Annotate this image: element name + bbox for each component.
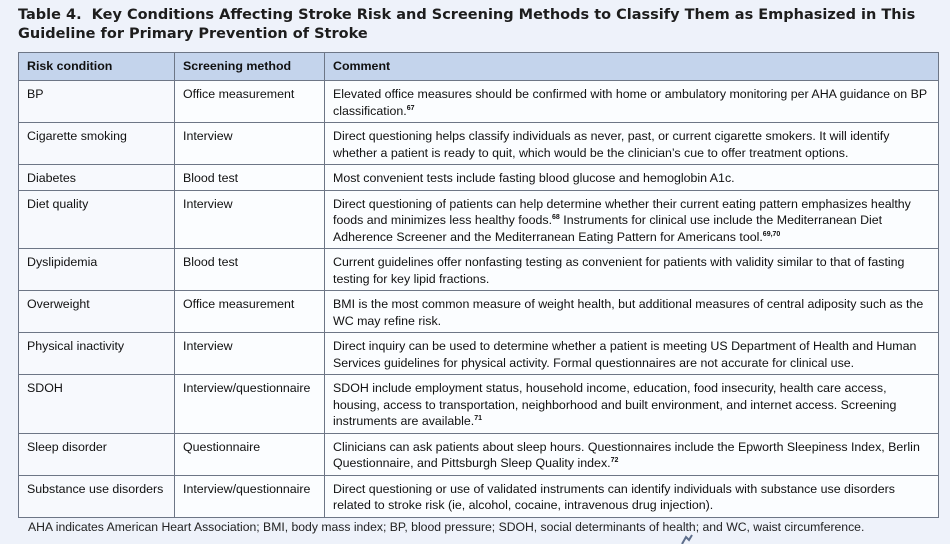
table-number: Table 4. [18,7,82,23]
screening-method-cell: Office measurement [175,81,325,123]
table-row [19,333,939,375]
reference-marker: 67 [406,104,415,112]
risk-condition-cell: Overweight [19,291,175,333]
risk-condition-cell: Diet quality [19,190,175,249]
screening-method-cell: Interview [175,123,325,165]
comment-text: Clinicians can ask patients about sleep hours. Questionnaires include the Epworth Sleepiness Index, Berlin Questionnaire, and Pittsburgh Sleep Quality index. [333,439,920,470]
risk-condition-cell: Substance use disorders [19,475,175,517]
table-row [19,249,939,291]
table-row [19,375,939,434]
table-row [19,291,939,333]
table-row [19,165,939,191]
header-comment: Comment [325,53,939,81]
screening-method-cell: Interview/questionnaire [175,475,325,517]
reference-marker: 71 [474,414,482,422]
risk-condition-cell: Dyslipidemia [19,249,175,291]
comment-cell: BMI is the most common measure of weight health, but additional measures of central adiposity such as the WC may refine risk. [325,291,939,333]
cursor-mark-icon [680,534,694,544]
risk-condition-cell: Cigarette smoking [19,123,175,165]
table-row [19,190,939,249]
reference-marker: 72 [610,456,619,464]
table-row [19,123,939,165]
risk-condition-cell: Physical inactivity [19,333,175,375]
table-row [19,81,939,123]
comment-cell: Current guidelines offer nonfasting testing as convenient for patients with validity similar to that of fasting testing for key lipid fractions. [325,249,939,291]
header-risk-condition: Risk condition [19,53,175,81]
table-title [18,6,938,44]
comment-text-continued: Instruments for clinical use include the Mediterranean Diet Adherence Screener and the Mediterranean Eating Pattern for Americans tool. [333,213,883,244]
comment-cell: Direct questioning or use of validated instruments can identify individuals with substance use disorders related to stroke risk (ie, alcohol, cocaine, intravenous drug injection). [325,475,939,517]
risk-condition-cell: Diabetes [19,165,175,191]
reference-marker: 68 [552,213,560,221]
screening-method-cell: Questionnaire [175,433,325,475]
table-title-text: Key Conditions Affecting Stroke Risk and Screening Methods to Classify Them as Emphasized in This Guideline for Primary Prevention of Stroke [18,7,916,42]
table-header-row [19,53,939,81]
screening-method-cell: Office measurement [175,291,325,333]
risk-condition-cell: Sleep disorder [19,433,175,475]
risk-conditions-table [18,52,939,518]
comment-text: Elevated office measures should be confirmed with home or ambulatory monitoring per AHA guidance on BP classification. [333,87,927,118]
screening-method-cell: Blood test [175,249,325,291]
comment-text: SDOH include employment status, household income, education, food insecurity, health care access, housing, access to transportation, neighborhood and built environment, and internet access. Screening instruments are available. [333,381,897,428]
comment-cell: Direct questioning helps classify individuals as never, past, or current cigarette smokers. It will identify whether a patient is ready to quit, which would be the clinician’s cue to offer treatment options. [325,123,939,165]
header-screening-method: Screening method [175,53,325,81]
table-row [19,433,939,475]
comment-cell: Most convenient tests include fasting blood glucose and hemoglobin A1c. [325,165,939,191]
screening-method-cell: Blood test [175,165,325,191]
comment-cell [325,375,939,434]
table-footnote: AHA indicates American Heart Association; BMI, body mass index; BP, blood pressure; SDOH, social determinants of health; and WC, waist circumference. [28,520,865,534]
comment-cell [325,190,939,249]
table-row [19,475,939,517]
comment-cell [325,81,939,123]
screening-method-cell: Interview [175,190,325,249]
risk-condition-cell: SDOH [19,375,175,434]
comment-cell [325,433,939,475]
comment-cell: Direct inquiry can be used to determine whether a patient is meeting US Department of Health and Human Services guidelines for physical activity. Formal questionnaires are not accurate for clinical use. [325,333,939,375]
comment-text: Direct questioning of patients can help determine whether their current eating pattern emphasizes healthy foods and minimizes less healthy foods. [333,196,911,227]
reference-marker: 69,70 [762,230,781,238]
risk-condition-cell: BP [19,81,175,123]
screening-method-cell: Interview/questionnaire [175,375,325,434]
screening-method-cell: Interview [175,333,325,375]
